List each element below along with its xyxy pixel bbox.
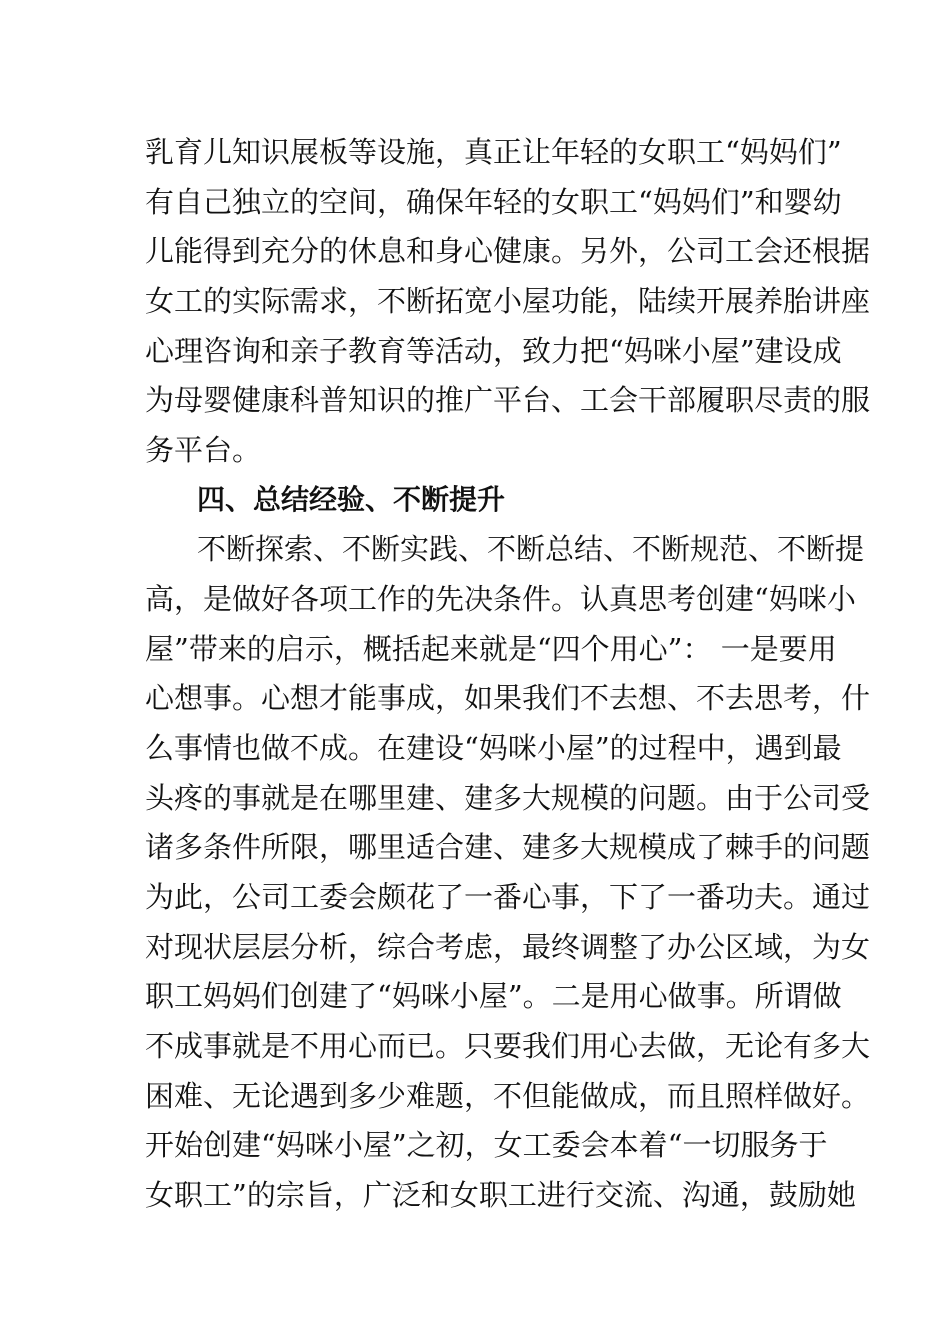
paragraph-line: 为母婴健康科普知识的推广平台、工会干部履职尽责的服 xyxy=(145,383,871,417)
section-heading: 四、总结经验、不断提升 xyxy=(197,483,506,516)
paragraph-line: 困难、无论遇到多少难题，不但能做成，而且照样做好。 xyxy=(145,1079,871,1113)
paragraph-line: 女工的实际需求，不断拓宽小屋功能，陆续开展养胎讲座 xyxy=(145,284,871,318)
paragraph-line: 乳育儿知识展板等设施，真正让年轻的女职工“妈妈们” xyxy=(145,135,842,169)
paragraph-line: 不成事就是不用心而已。只要我们用心去做，无论有多大 xyxy=(145,1029,871,1063)
paragraph-line: 开始创建“妈咪小屋”之初，女工委会本着“一切服务于 xyxy=(145,1128,828,1162)
paragraph-line: 儿能得到充分的休息和身心健康。另外，公司工会还根据 xyxy=(145,234,871,268)
paragraph-line: 心想事。心想才能事成，如果我们不去想、不去思考，什 xyxy=(145,681,871,715)
paragraph-line: 不断探索、不断实践、不断总结、不断规范、不断提 xyxy=(197,532,865,566)
paragraph-line: 职工妈妈们创建了“妈咪小屋”。二是用心做事。所谓做 xyxy=(145,979,842,1013)
paragraph-line: 心理咨询和亲子教育等活动，致力把“妈咪小屋”建设成 xyxy=(145,334,842,368)
paragraph-line: 为此，公司工委会颇花了一番心事，下了一番功夫。通过 xyxy=(145,880,871,914)
paragraph-line: 诸多条件所限，哪里适合建、建多大规模成了棘手的问题 xyxy=(145,830,871,864)
paragraph-line: 屋”带来的启示，概括起来就是“四个用心”： 一是要用 xyxy=(145,632,837,666)
paragraph-line: 对现状层层分析，综合考虑，最终调整了办公区域，为女 xyxy=(145,930,871,964)
paragraph-line: 头疼的事就是在哪里建、建多大规模的问题。由于公司受 xyxy=(145,781,871,815)
paragraph-line: 务平台。 xyxy=(145,433,262,467)
paragraph-line: 有自己独立的空间，确保年轻的女职工“妈妈们”和婴幼 xyxy=(145,185,842,219)
paragraph-line: 高，是做好各项工作的先决条件。认真思考创建“妈咪小 xyxy=(145,582,856,616)
paragraph-line: 女职工”的宗旨，广泛和女职工进行交流、沟通，鼓励她 xyxy=(145,1178,856,1212)
paragraph-line: 么事情也做不成。在建设“妈咪小屋”的过程中，遇到最 xyxy=(145,731,842,765)
